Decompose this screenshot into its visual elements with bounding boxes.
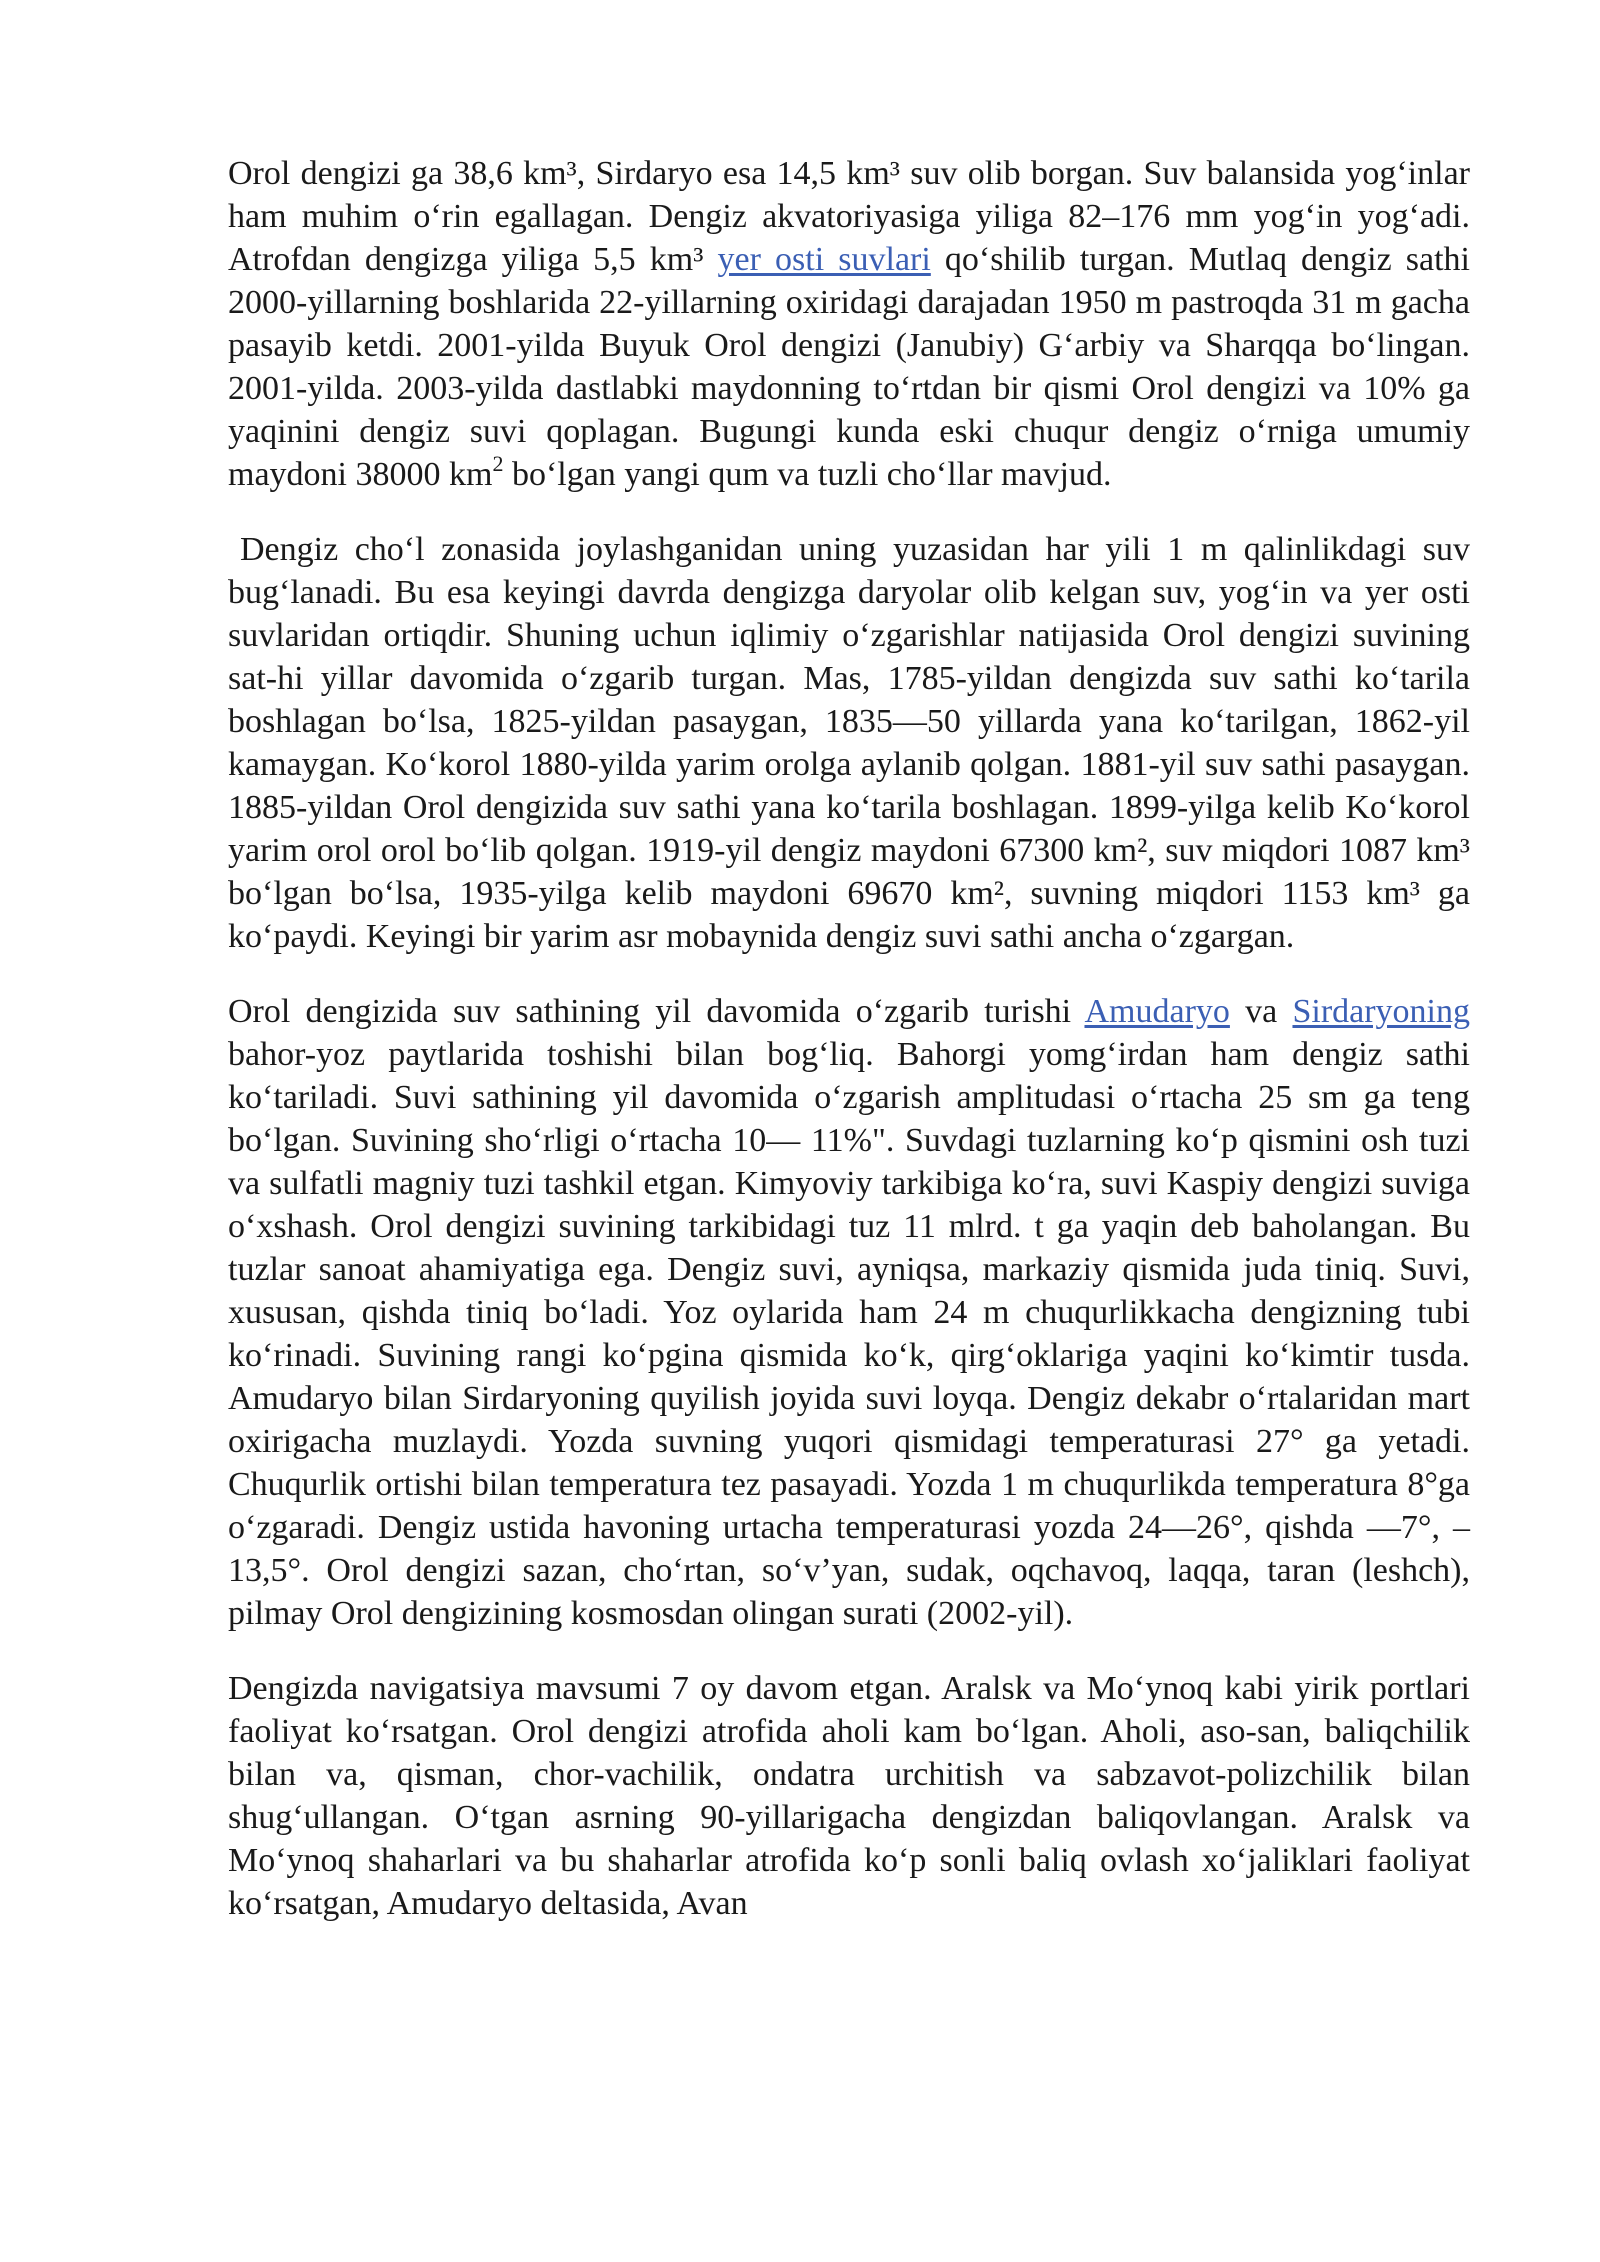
paragraph-4 — [228, 1667, 1470, 1925]
text-segment: bahor-yoz paytlarida toshishi bilan bog‘liq. Bahorgi yomg‘irdan ham dengiz sathi ko‘tariladi. Suvi sathining yil davomida o‘zgarish amplitudasi o‘rtacha 25 sm ga teng bo‘lgan. Suvining sho‘rligi o‘rtacha 10— 11%". Suvdagi tuzlarning ko‘p qismini osh tuzi va sulfatli magniy tuzi tashkil etgan. Kimyoviy tarkibiga ko‘ra, suvi Kaspiy dengizi suviga o‘xshash. Orol dengizi suvining tarkibidagi tuz 11 mlrd. t ga yaqin deb baholangan. Bu tuzlar sanoat ahamiyatiga ega. Dengiz suvi, ayniqsa, markaziy qismida juda tiniq. Suvi, xususan, qishda tiniq bo‘ladi. Yoz oylarida ham 24 m chuqurlikkacha dengizning tubi ko‘rinadi. Suvining rangi ko‘pgina qismida ko‘k, qirg‘oklariga yaqini ko‘kimtir tusda. Amudaryo bilan Sirdaryoning quyilish joyida suvi loyqa. Dengiz dekabr o‘rtalaridan mart oxirigacha muzlaydi. Yozda suvning yuqori qismidagi temperaturasi 27° ga yetadi. Chuqurlik ortishi bilan temperatura tez pasayadi. Yozda 1 m chuqurlikda temperatura 8°ga o‘zgaradi. Dengiz ustida havoning urtacha temperaturasi yozda 24—26°, qishda —7°, – 13,5°. Orol dengizi sazan, cho‘rtan, so‘v’yan, sudak, oqchavoq, laqqa, taran (leshch), pilmay Orol dengizining kosmosdan olingan surati (2002-yil). — [228, 1036, 1470, 1632]
paragraph-2 — [228, 528, 1470, 958]
text-segment: Orol dengizida suv sathining yil davomida o‘zgarib turishi — [228, 993, 1085, 1030]
text-segment: bo‘lgan yangi qum va tuzli cho‘llar mavjud. — [503, 456, 1112, 493]
text-segment: va — [1229, 993, 1293, 1030]
paragraph-1 — [228, 152, 1470, 496]
link-sirdaryoning[interactable]: Sirdaryoning — [1292, 993, 1471, 1030]
link-amudaryo[interactable]: Amudaryo — [1084, 993, 1230, 1030]
text-segment: qo‘shilib turgan. Mutlaq dengiz sathi 2000-yillarning boshlarida 22-yillarning oxiridagi darajadan 1950 m pastroqda 31 m gacha pasayib ketdi. 2001-yilda Buyuk Orol dengizi (Janubiy) G‘arbiy va Sharqqa bo‘lingan. 2001-yilda. 2003-yilda dastlabki maydonning to‘rtdan bir qismi Orol dengizi va 10% ga yaqinini dengiz suvi qoplagan. Bugungi kunda eski chuqur dengiz o‘rniga umumiy maydoni 38000 km — [228, 241, 1471, 493]
superscript: 2 — [492, 450, 504, 476]
text-segment: Orol dengizi ga 38,6 km³, Sirdaryo esa 14,5 km³ suv olib borgan. Suv balansida yog‘inlar ham muhim o‘rin egallagan. Dengiz akvatoriyasiga yiliga 82–176 mm yog‘in yog‘adi. Atrofdan dengizga yiliga 5,5 km³ — [228, 155, 1470, 278]
text-segment: Dengiz cho‘l zonasida joylashganidan uning yuzasidan har yili 1 m qalinlikdagi suv bug‘lanadi. Bu esa keyingi davrda dengizga daryolar olib kelgan suv, yog‘in va yer osti suvlaridan ortiqdir. Shuning uchun iqlimiy o‘zgarishlar natijasida Orol dengizi suvining sat-hi yillar davomida o‘zgarib turgan. Mas, 1785-yildan dengizda suv sathi ko‘tarila boshlagan bo‘lsa, 1825-yildan pasaygan, 1835—50 yillarda yana ko‘tarilgan, 1862-yil kamaygan. Ko‘korol 1880-yilda yarim orolga aylanib qolgan. 1881-yil suv sathi pasaygan. 1885-yildan Orol dengizida suv sathi yana ko‘tarila boshlagan. 1899-yilga kelib Ko‘korol yarim orol orol bo‘lib qolgan. 1919-yil dengiz maydoni 67300 km², suv miqdori 1087 km³ bo‘lgan bo‘lsa, 1935-yilga kelib maydoni 69670 km², suvning miqdori 1153 km³ ga ko‘paydi. Keyingi bir yarim asr mobaynida dengiz suvi sathi ancha o‘zgargan. — [228, 531, 1470, 955]
link-yer-osti-suvlari[interactable]: yer osti suvlari — [717, 241, 931, 278]
document-page — [228, 152, 1470, 1957]
paragraph-3 — [228, 990, 1470, 1635]
text-segment: Dengizda navigatsiya mavsumi 7 oy davom etgan. Aralsk va Mo‘ynoq kabi yirik portlari faoliyat ko‘rsatgan. Orol dengizi atrofida aholi kam bo‘lgan. Aholi, aso-san, baliqchilik bilan va, qisman, chor-vachilik, ondatra urchitish va sabzavot-polizchilik bilan shug‘ullangan. O‘tgan asrning 90-yillarigacha dengizdan baliqovlangan. Aralsk va Mo‘ynoq shaharlari va bu shaharlar atrofida ko‘p sonli baliq ovlash xo‘jaliklari faoliyat ko‘rsatgan, Amudaryo deltasida, Avan — [228, 1670, 1470, 1922]
